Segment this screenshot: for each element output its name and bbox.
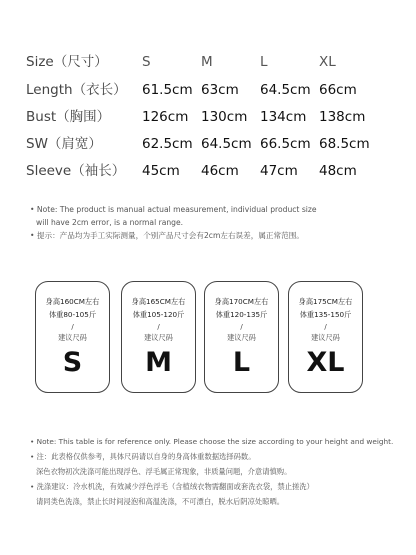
bust-l: 134cm	[260, 109, 307, 125]
sleeve-s: 45cm	[142, 163, 180, 179]
card-weight: 体重120-135斤	[215, 310, 268, 319]
size-header-label: Size（尺寸）	[26, 54, 108, 70]
sleeve-xl: 48cm	[319, 163, 357, 179]
measurement-note-cn: • 提示：产品均为手工实际测量，个别产品尺寸会有2cm左右误差，属正常范围。	[30, 231, 304, 240]
size-card-xl	[288, 281, 363, 393]
washing-detail-cn: 请同类色洗涤，禁止长时间浸泡和高温洗涤，不可漂白，脱水后阴凉处晾晒。	[36, 497, 285, 506]
size-header-xl: XL	[319, 54, 336, 70]
washing-advice-cn: • 洗涤建议：冷水机洗，有效减少浮色浮毛（含植绒衣物需翻面或套洗衣袋，禁止搓洗）	[30, 482, 314, 491]
shoulder-width-l: 66.5cm	[260, 136, 311, 152]
bust-m: 130cm	[201, 109, 248, 125]
card-height: 身高165CM左右	[131, 297, 186, 306]
reference-note-cn: • 注：此表格仅供参考，具体尺码请以自身的身高体重数据选择码数。	[30, 452, 256, 461]
card-size-letter: L	[232, 347, 251, 378]
shoulder-width-row	[26, 132, 406, 156]
card-divider: /	[324, 323, 327, 331]
reference-note-en: • Note: This table is for reference only. Please choose the size according to your height and weight.	[30, 437, 394, 446]
card-divider: /	[157, 323, 160, 331]
shoulder-width-label: SW（肩宽）	[26, 136, 102, 152]
bust-xl: 138cm	[319, 109, 366, 125]
shoulder-width-m: 64.5cm	[201, 136, 252, 152]
shoulder-width-s: 62.5cm	[142, 136, 193, 152]
size-card-s	[35, 281, 110, 393]
size-header-m: M	[201, 54, 213, 70]
size-card-m	[121, 281, 196, 393]
card-size-letter: XL	[306, 347, 345, 378]
card-weight: 体重105-120斤	[132, 310, 185, 319]
bust-s: 126cm	[142, 109, 189, 125]
card-recommend-label: 建议尺码	[311, 333, 340, 342]
sleeve-m: 46cm	[201, 163, 239, 179]
size-header-s: S	[142, 54, 151, 70]
length-m: 63cm	[201, 82, 239, 98]
measurement-note-en-2: will have 2cm error, is a normal range.	[36, 218, 184, 227]
measurement-note-en-1: • Note: The product is manual actual measurement, individual product size	[30, 205, 317, 214]
length-label: Length（衣长）	[26, 82, 127, 98]
dark-color-note-cn: 深色衣物初次洗涤可能出现浮色、浮毛属正常现象，非质量问题，介意请慎购。	[36, 467, 292, 476]
size-header-row	[26, 50, 406, 74]
sleeve-label: Sleeve（袖长）	[26, 163, 126, 179]
card-recommend-label: 建议尺码	[144, 333, 173, 342]
size-recommendation-cards	[35, 281, 385, 401]
card-height: 身高160CM左右	[45, 297, 100, 306]
card-size-letter: S	[62, 347, 83, 378]
bust-row	[26, 105, 406, 129]
card-divider: /	[240, 323, 243, 331]
length-row	[26, 78, 406, 102]
length-s: 61.5cm	[142, 82, 193, 98]
reference-and-care-notes	[30, 434, 410, 509]
length-l: 64.5cm	[260, 82, 311, 98]
card-weight: 体重135-150斤	[299, 310, 352, 319]
card-recommend-label: 建议尺码	[227, 333, 256, 342]
card-divider: /	[71, 323, 74, 331]
card-size-letter: M	[145, 347, 172, 378]
size-card-l	[204, 281, 279, 393]
card-weight: 体重80-105斤	[48, 310, 97, 319]
length-xl: 66cm	[319, 82, 357, 98]
size-header-l: L	[260, 54, 268, 70]
sleeve-row	[26, 159, 406, 183]
shoulder-width-xl: 68.5cm	[319, 136, 370, 152]
measurement-notes	[30, 203, 400, 242]
card-height: 身高175CM左右	[298, 297, 353, 306]
sleeve-l: 47cm	[260, 163, 298, 179]
bust-label: Bust（胸围）	[26, 109, 111, 125]
card-height: 身高170CM左右	[214, 297, 269, 306]
card-recommend-label: 建议尺码	[58, 333, 87, 342]
